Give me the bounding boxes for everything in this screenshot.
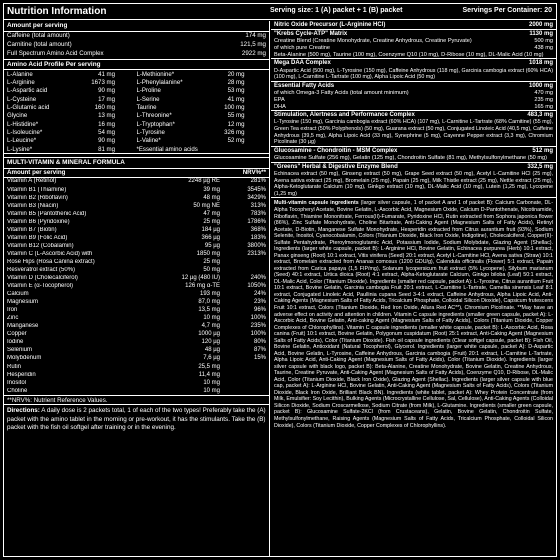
vm-name: Iron <box>7 307 18 314</box>
amino-acid-value: 55 mg <box>227 112 245 120</box>
group-amount: 1000 mg <box>528 82 553 89</box>
ingredient-detail: L-Tyrosine (150 mg), Garcinia cambogia extract (60% HCA) (107 mg), L-Carnitine L-Tartrate (68% Carnitine) (55 mg), Green Tea extract (50% Polyphenols) (50 mg), Guarana extract (50 mg), Conjugated Linoleic Acid (40,5 mg), Caffeine Anhydrous (39,5 mg), Alpha Lipoic Acid (33 mg), Synephrine (5 mg), Cayenne Pepper extract (3,3 mg), Chromium Picolinate (30 µg) <box>274 119 553 146</box>
nutrient-row <box>4 50 269 59</box>
vm-amount: 120 µg <box>201 339 220 346</box>
amino-acid-value: 20 mg <box>227 70 245 78</box>
vm-nrv: 3800% <box>247 242 266 249</box>
vm-nrv: 80% <box>253 339 266 346</box>
vm-row <box>4 218 269 226</box>
ingredient-group <box>271 29 556 38</box>
label-header <box>4 4 556 20</box>
vm-row <box>4 242 269 250</box>
vm-name: Calcium <box>7 291 29 298</box>
amino-acid-name: L-Phenylalanine* <box>136 79 183 87</box>
vm-amount: 11,4 mg <box>198 371 220 378</box>
ingredient-matrix <box>271 21 556 197</box>
vm-row <box>4 234 269 242</box>
vm-nrv: 96% <box>253 307 266 314</box>
amino-acid-row <box>137 112 267 120</box>
ingredient-name: Creatine Blend (Creatine Monohydrate, Creatine Anhydrous, Creatine Pyruvate) <box>274 38 472 45</box>
vm-name: Selenium <box>7 347 33 354</box>
amino-acid-value: 16 mg <box>98 120 115 128</box>
vm-amount: 366 µg <box>201 234 220 241</box>
amino-acid-row <box>7 128 137 136</box>
vm-name: Vitamin B12 (Cobalamin) <box>7 242 74 249</box>
amino-acid-row <box>7 145 137 153</box>
vm-amount: 184 µg <box>201 226 220 233</box>
vm-name: Vitamin A (Retinol) <box>7 178 57 185</box>
vm-nrv: 100% <box>250 331 266 338</box>
amino-acid-value: 100 mg <box>224 104 245 112</box>
vm-name: Vitamin B9 (Folic Acid) <box>7 234 68 241</box>
amino-acid-row <box>137 87 267 95</box>
vm-name: Zinc <box>7 315 19 322</box>
vm-row <box>4 267 269 275</box>
group-amount: 483,3 mg <box>527 112 553 119</box>
amino-acid-row <box>7 70 137 78</box>
vm-name: Molybdenum <box>7 355 42 362</box>
vm-name: Vitamin E (α-Tocopherol) <box>7 283 74 290</box>
vm-name: Vitamin B3 (Niacin) <box>7 202 59 209</box>
amino-acid-value: 41 mg <box>227 95 245 103</box>
vm-name: Resveratrol extract (50%) <box>7 266 76 273</box>
amino-acid-row <box>7 95 137 103</box>
left-column <box>4 21 270 557</box>
vm-nrv: 783% <box>250 210 266 217</box>
ingredient-detail: Echinacea extract (50 mg), Ginseng extract (50 mg), Grape Seed extract (50 mg), Acetyl L-Carnitine HCl (25 mg), Avena sativa extract (25 mg), Bromelain (25 mg), Papain (25 mg), Milk Thistle extract (25 mg), Nettle extract (25 mg), Alpha-Ketoglutarate Calcium (10 mg), Ginkgo extract (10 mg), DL-Malic Acid (10 mg), Lutein (1,25 mg), Lycopene (1,25 mg) <box>274 170 553 197</box>
vm-header-nrv: NRV%** <box>242 169 266 177</box>
amino-acid-name: L-Proline <box>136 87 161 95</box>
amino-acid-row <box>7 112 137 120</box>
amino-acid-row <box>137 70 267 78</box>
label-title: Nutrition Information <box>7 5 107 17</box>
vm-name: Vitamin D (Cholecalciferol) <box>7 275 78 282</box>
ingredient-amount: 235 mg <box>534 96 553 103</box>
vm-amount: 2248 µg RE <box>188 178 220 185</box>
ingredient-row <box>271 52 556 59</box>
amino-acid-row <box>137 145 267 153</box>
group-amount: 1018 mg <box>528 60 553 67</box>
nutrient-value: 174 mg <box>245 32 266 40</box>
vm-amount: 50 mg NE <box>193 202 220 209</box>
amino-acid-row <box>137 137 267 145</box>
capsule-ingredients <box>271 197 556 431</box>
vm-name: Vitamin B6 (Pyridoxine) <box>7 218 70 225</box>
nutrient-value: 2922 mg <box>241 50 266 58</box>
amino-acid-value: 52 mg <box>227 137 245 145</box>
amino-acid-value: 326 mg <box>224 128 245 136</box>
vm-name: Vitamin B1 (Thiamine) <box>7 186 67 193</box>
vm-row <box>4 178 269 186</box>
ingredient-detail: D-Aspartic Acid (500 mg), L-Tyrosine (150 mg), Caffeine Anhydrous (118 mg), Garcinia cambogia extract (60% HCA) (100 mg), L-Carnitine L-Tartrate (100 mg), Alpha Lipoic Acid (50 mg) <box>274 67 553 81</box>
amino-acid-name: L-Leucine* <box>7 137 37 145</box>
ingredient-group <box>271 58 556 67</box>
vm-name: Iodine <box>7 339 24 346</box>
amino-acid-row <box>7 79 137 87</box>
vm-header <box>4 169 269 178</box>
vm-title: MULTI-VITAMIN & MINERAL FORMULA <box>4 157 269 169</box>
amino-acid-value: 54 mg <box>98 128 115 136</box>
group-name: Nitric Oxide Precursor (L-Arginine HCl) <box>274 22 386 28</box>
group-name: Essential Fatty Acids <box>274 82 335 89</box>
servings-per-container: Servings Per Container: 20 <box>462 7 552 15</box>
amino-acid-value: 90 mg <box>98 87 115 95</box>
vm-row <box>4 226 269 234</box>
amino-acid-name: L-Lysine* <box>7 145 33 153</box>
ingredient-name: of which pure Creatine <box>274 45 330 52</box>
directions-label: Directions: <box>7 407 40 415</box>
vm-amount: 193 mg <box>199 291 220 298</box>
vm-amount: 12 µg (480 IU) <box>181 275 220 282</box>
vm-nrv: 23% <box>253 299 266 306</box>
amino-acid-row <box>137 120 267 128</box>
vm-nrv: 183% <box>250 234 266 241</box>
amino-acid-name: L-Cysteine <box>7 95 37 103</box>
nutrient-name: Caffeine (total amount) <box>7 32 70 40</box>
ingredient-name: Glucosamine Sulfate (256 mg), Gelatin (125 mg), Chondroitin Sulfate (81 mg), Methylsulfonylmethane (50 mg) <box>274 155 547 162</box>
group-name: Mega DAA Complex <box>274 60 331 67</box>
top-rows <box>4 32 269 59</box>
nutrient-name: Full Spectrum Amino Acid Complex <box>7 50 104 58</box>
amino-acid-value: 90 mg <box>98 137 115 145</box>
capsule-ingredients-label: Multi-vitamin capsule ingredients <box>274 200 359 207</box>
vm-amount: 48 mg <box>203 194 220 201</box>
vm-row <box>4 331 269 339</box>
vm-nrv: 368% <box>250 226 266 233</box>
vm-amount: 126 mg α-TE <box>185 283 220 290</box>
ingredient-name: DHA <box>274 103 286 110</box>
amino-acid-row <box>7 104 137 112</box>
amino-acid-name: L-Methionine* <box>136 70 175 78</box>
amino-acid-row <box>137 128 267 136</box>
ingredient-row <box>271 104 556 111</box>
amino-acid-row <box>137 95 267 103</box>
vm-amount: 95 µg <box>204 242 220 249</box>
ingredient-name: of which Omega-3 Fatty Acids (total amount minimum) <box>274 90 409 97</box>
group-amount: 2000 mg <box>528 22 553 28</box>
ingredient-amount: 500 mg <box>534 38 553 45</box>
vm-row <box>4 339 269 347</box>
group-name: Glucosamine - Chondroitin - MSM Complex <box>274 147 398 154</box>
vm-amount: 50 mg <box>203 266 220 273</box>
vm-row <box>4 210 269 218</box>
vm-amount: 48 µg <box>204 347 220 354</box>
amino-acid-column-right <box>137 70 267 153</box>
vm-row <box>4 315 269 323</box>
amino-acid-name: L-Alanine <box>7 70 33 78</box>
ingredient-group <box>271 110 556 119</box>
vm-name: Hesperidin <box>7 371 36 378</box>
vm-nrv: 87% <box>253 347 266 354</box>
vm-amount: 1850 mg <box>196 250 220 257</box>
vm-nrv: 313% <box>250 202 266 209</box>
amino-acid-row <box>137 104 267 112</box>
vm-nrv: 1786% <box>247 218 266 225</box>
amino-acid-name: L-Tyrosine <box>136 128 165 136</box>
vm-name: Vitamin B2 (Riboflavin) <box>7 194 68 201</box>
vm-nrv: 15% <box>253 355 266 362</box>
vm-name: Magnesium <box>7 299 39 306</box>
vm-amount: 1000 µg <box>198 331 220 338</box>
group-amount: 512 mg <box>532 147 553 154</box>
group-amount: 332,5 mg <box>527 163 553 170</box>
vm-amount: 25 mg <box>203 258 220 265</box>
nutrient-value: 121,5 mg <box>240 41 266 49</box>
vm-row <box>4 363 269 371</box>
vm-row <box>4 323 269 331</box>
ingredient-amount: 438 mg <box>534 45 553 52</box>
vm-row <box>4 347 269 355</box>
vm-amount: 87,0 mg <box>198 299 220 306</box>
vm-row <box>4 307 269 315</box>
nrv-note-text: **NRV%: Nutrient Reference Values. <box>7 396 108 404</box>
vm-amount: 10 mg <box>203 387 220 394</box>
nutrient-row <box>4 32 269 41</box>
vm-name: Vitamin C (L-Ascorbic Acid) with <box>7 250 93 257</box>
group-name: "Krebs Cycle-ATP" Matrix <box>274 31 348 38</box>
vm-name: Inositol <box>7 379 27 386</box>
vm-row <box>4 250 269 258</box>
vm-nrv: 24% <box>253 291 266 298</box>
vm-row <box>4 371 269 379</box>
vm-name: Rutin <box>7 363 22 370</box>
amino-acid-name: L-Serine <box>136 95 160 103</box>
amino-acid-value: 53 mg <box>227 87 245 95</box>
vm-header-name: Amount per serving <box>7 169 66 177</box>
amino-acid-name: L-Valine* <box>136 137 161 145</box>
ingredient-name: EPA <box>274 96 285 103</box>
amino-acid-value: 12 mg <box>227 120 245 128</box>
nutrient-name: Carnitine (total amount) <box>7 41 72 49</box>
vm-amount: 25,5 mg <box>198 363 220 370</box>
amino-acid-name: L-Glutamic acid <box>7 104 50 112</box>
ingredient-row <box>271 97 556 104</box>
ingredient-group <box>271 146 556 155</box>
group-name: "Greens" Herbal & Digestive Enzyme Blend <box>274 163 398 170</box>
serving-size: Serving size: 1 (A) packet + 1 (B) packet <box>270 7 403 15</box>
vm-nrv: 3429% <box>247 194 266 201</box>
amino-acid-row <box>7 120 137 128</box>
vm-name: Choline <box>7 387 28 394</box>
amino-acid-name: L-Threonine* <box>136 112 172 120</box>
vm-row <box>4 299 269 307</box>
amino-acid-row <box>7 87 137 95</box>
amino-acid-value: 13 mg <box>98 112 115 120</box>
amino-acid-row <box>7 137 137 145</box>
amino-acid-value: 1673 mg <box>91 79 115 87</box>
vm-row <box>4 259 269 267</box>
vm-amount: 39 mg <box>203 186 220 193</box>
vm-nrv: 2313% <box>247 250 266 257</box>
amino-acid-row <box>137 79 267 87</box>
ingredient-group <box>271 162 556 171</box>
vm-row <box>4 202 269 210</box>
right-column <box>271 21 556 557</box>
vm-row <box>4 283 269 291</box>
amino-acid-value: 28 mg <box>227 79 245 87</box>
ingredient-group <box>271 81 556 90</box>
nrv-note <box>4 395 269 404</box>
amino-acid-name: L-Isoleucine* <box>7 128 43 136</box>
amino-acid-name: Taurine <box>136 104 157 112</box>
amino-acid-name: L-Tryptophan* <box>136 120 175 128</box>
vm-row <box>4 186 269 194</box>
vm-rows <box>4 178 269 395</box>
vm-amount: 4,7 mg <box>201 323 220 330</box>
ingredient-row <box>271 45 556 52</box>
vm-amount: 47 mg <box>203 210 220 217</box>
nutrition-label <box>3 3 557 557</box>
ingredient-amount: 470 mg <box>534 90 553 97</box>
group-amount: 1130 mg <box>529 31 553 38</box>
amino-acid-table <box>4 70 269 154</box>
vm-name: Manganese <box>7 323 39 330</box>
vm-row <box>4 275 269 283</box>
vm-row <box>4 194 269 202</box>
ingredient-amount: 165 mg <box>534 103 553 110</box>
amino-acid-heading: Amino Acid Profile Per serving <box>4 59 269 71</box>
ingredient-name: Beta-Alanine (500 mg), Taurine (100 mg), Coenzyme Q10 (10 mg), D-Ribose (10 mg), DL-Malic Acid (10 mg) <box>274 51 544 58</box>
amino-acid-value: 160 mg <box>94 104 115 112</box>
amino-acid-column-left <box>7 70 137 153</box>
ingredient-row <box>271 38 556 45</box>
vm-nrv: 240% <box>250 275 266 282</box>
amino-acid-value: 41 mg <box>98 70 115 78</box>
amount-per-serving-heading: Amount per serving <box>4 21 269 32</box>
vm-nrv: 235% <box>250 323 266 330</box>
directions <box>4 404 269 435</box>
vm-row <box>4 387 269 395</box>
ingredient-amount <box>549 155 553 162</box>
ingredient-group <box>271 21 556 29</box>
vm-name: Copper <box>7 331 27 338</box>
vm-name: Vitamin B5 (Pantothenic Acid) <box>7 210 87 217</box>
vm-nrv: 281% <box>250 178 266 185</box>
capsule-ingredients-text: (larger silver capsule, 1 of packet A and 1 of packet B): Calcium Carbonate, DL-Alpha Tocopheryl Acetate, Bovine Gelatin, L-Ascorbic Acid, Magnesium Oxide, Calcium D-Pantothenate, Nicotinamide, Riboflavin, Thiamine Mononitrate, Ferrous(II)-Fumarate, Pyridoxine HCl, Rutin extracted from Sophora japonica flower (86%), Zinc Sulfate Monohydrate, Choline Bitartrate, Anti-Caking Agent (Magnesium Salts of Fatty Acids), Retinyl Acetate, D-Biotin, Manganese Sulfate Monohydrate, Hesperidin extracted from Citrus aurantium fruit (93%), Sodium Selenite, Inositol, Cyanocobalamin, Colors (Titanium Dioxide, Black Iron Oxide, Indigotine), Cholecalciferol, Copper(II)-Sulfate Pentahydrate, Pteroylmonoglutamic Acid, Potassium Iodide, Sodium Molybdate, Glazing Agent (Shellac). Ingredients (larger white capsule, packet B): L-Arginine HCl, Bovine Gelatin, Echinacea purpurea (Herb) 10:1 extract, Panax ginseng (Root) 10:1 extract, Vitis vinifera (Seed) 20:1 extract, Acetyl L-Carnitine HCl, Avena sativa (Straw) 10:1 extract, Bromelain extracted from Ananas comosus (1200 GDU/g), Calendula officinalis (Flower) 5:1 extract, Papain extracted from Carica papaya (1,5 FIP/mg), Solanum lycopersicum fruit extract (5% Lycopene), Silybum marianum (Seed) 40:1 extract, Urtica dioica (Root) 4:1 extract, Alpha-Ketoglutarate Calcium, Ginkgo biloba (Leaf) 50:1 extract, DL-Malic Acid, Color (Titanium Dioxide). Ingredients (smaller red capsule, packet A): L-Tyrosine, Citrus aurantium Fruit 10:1 extract, Bovine Gelatin, Garcinia cambogia Fruit 20:1 extract, L-Carnitine L-Tartrate, Camellia sinensis Leaf 8:1 extract, Conjugated Linoleic Acid, Paullinia cupana Seed 3-4:1 extract, Caffeine Anhydrous, Alpha Lipoic Acid, Anti-Caking Agents (Magnesium Salts of Fatty Acids, Tricalcium Phosphate, Colloidal Silicon Dioxide), Capsicum frutescens Fruit 10:1 extract, Colors (Titanium Dioxide, Red Iron Oxide, Allura Red AC**), Chromium Picolinate. **May have an adverse effect on activity and attention in children. Vitamin C capsule ingredients (smaller green capsule, packet A): L-Ascorbic Acid, Bovine Gelatin, Anti-caking Agent (Magnesium Salts of Fatty Acids), Colors (Titanium Dioxide, Copper Complexes of Chlorophyllins). Vitamin C capsule ingredients (smaller white capsule, packet B): L-Ascorbic Acid, Rosa canina (Fruit) 10:1 extract, Bovine Gelatin, Polygonum cuspidatum (Root) 25:1 extract, Anti-Caking Agent (Magnesium Salts of Fatty Acids), Color (Titanium Dioxide). Fish oil capsule ingredients (Clear softgel capsule, packet B): Fish Oil, Bovine Gelatin, Antioxidant (Natural Tocopherol), Glycerol. Ingredients (larger white capsule, packet A): D-Aspartic Acid, Bovine Gelatin, L-Tyrosine, Caffeine Anhydrous, Garcinia cambogia (Fruit) 20:1 extract, L-Carnitine L-Tartrate, Alpha Lipoic Acid, Anti-Caking Agent (Magnesium Salts of Fatty Acids), Color (Titanium Dioxide). Ingredients (larger silver capsule with black logo, packet B): Beta-Alanine, Creatine Monohydrate, Bovine Gelatin, Creatine Anhydrous, Taurine, Creatine Pyruvate, Anti-Caking Agent (Magnesium Salts of Fatty Acids), Coenzyme Q10, D-Ribose, DL-Malic Acid, Color (Titanium Dioxide, Black Iron Oxide), Glazing Agent (Shellac). Ingredients (larger silver capsule with blue cap, packet A): L-Arginine HCl, Bovine Gelatin, Anti-Caking Agent (Magnesium Salts of Fatty Acids), Colors (Titanium Dioxide, Black Iron Oxide, Brilliant Black BN). Ingredients (white tablet, packet A): Whey Protein Concentrate (from Milk, Emulsifier: Soy Lecithin), Bulking Agents (Microcrystalline Cellulose, Sal, Cellulose), Anti-Caking Agents (Colloidal Silicon Dioxide, Sodium Croscarmellose, Sodium Citrate (from Milk), L-Glutamine. Ingredients (smaller green capsule, packet B): Glucosamine Sulfate-2KCl (from Crustaceans), Gelatin, Bovine Gelatin, Chondroitin Sulfate, Methylsulfonylmethane, Raising Agents (Magnesium Salts of Fatty Acids, Tricalcium Phosphate, Colloidal Silicon Dioxide), Colors (Titanium Dioxide, Copper Complexes of Chlorophyllins). <box>274 200 553 429</box>
ingredient-amount <box>549 52 553 59</box>
vm-name: Vitamin B7 (Biotin) <box>7 226 57 233</box>
amino-acid-value: 17 mg <box>98 95 115 103</box>
vm-amount: 7,6 µg <box>203 355 220 362</box>
nutrient-row <box>4 41 269 50</box>
vm-amount: 10 mg <box>203 315 220 322</box>
vm-amount: 10 mg <box>203 379 220 386</box>
ingredient-row <box>271 155 556 162</box>
amino-acid-name: L-Arginine <box>7 79 35 87</box>
vm-nrv: 100% <box>250 315 266 322</box>
vm-amount: 25 mg <box>203 218 220 225</box>
amino-acid-name: L-Aspartic acid <box>7 87 48 95</box>
vm-amount: 13,5 mg <box>198 307 220 314</box>
vm-row <box>4 379 269 387</box>
amino-acid-value: 81 mg <box>98 145 115 153</box>
amino-acid-name: L-Histidine* <box>7 120 39 128</box>
amino-acid-name: *Essential amino acids <box>136 145 198 153</box>
amino-acid-name: Glycine <box>7 112 28 120</box>
vm-nrv: 1050% <box>247 283 266 290</box>
vm-row <box>4 355 269 363</box>
ingredient-row <box>271 90 556 97</box>
directions-text: A daily dose is 2 packets total, 1 of each of the two types! Preferably take the (A) packet with the amino tablet in the morning or pre-workout, it has the stimulants. Take the (B) packet with the fish oil softgel after training or in the evening. <box>7 407 266 432</box>
vm-name: Rose Hips (Rosa Canina extract) <box>7 258 95 265</box>
vm-nrv: 3545% <box>247 186 266 193</box>
group-name: Stimulation, Alertness and Performance Complex <box>274 112 415 119</box>
vm-row <box>4 291 269 299</box>
